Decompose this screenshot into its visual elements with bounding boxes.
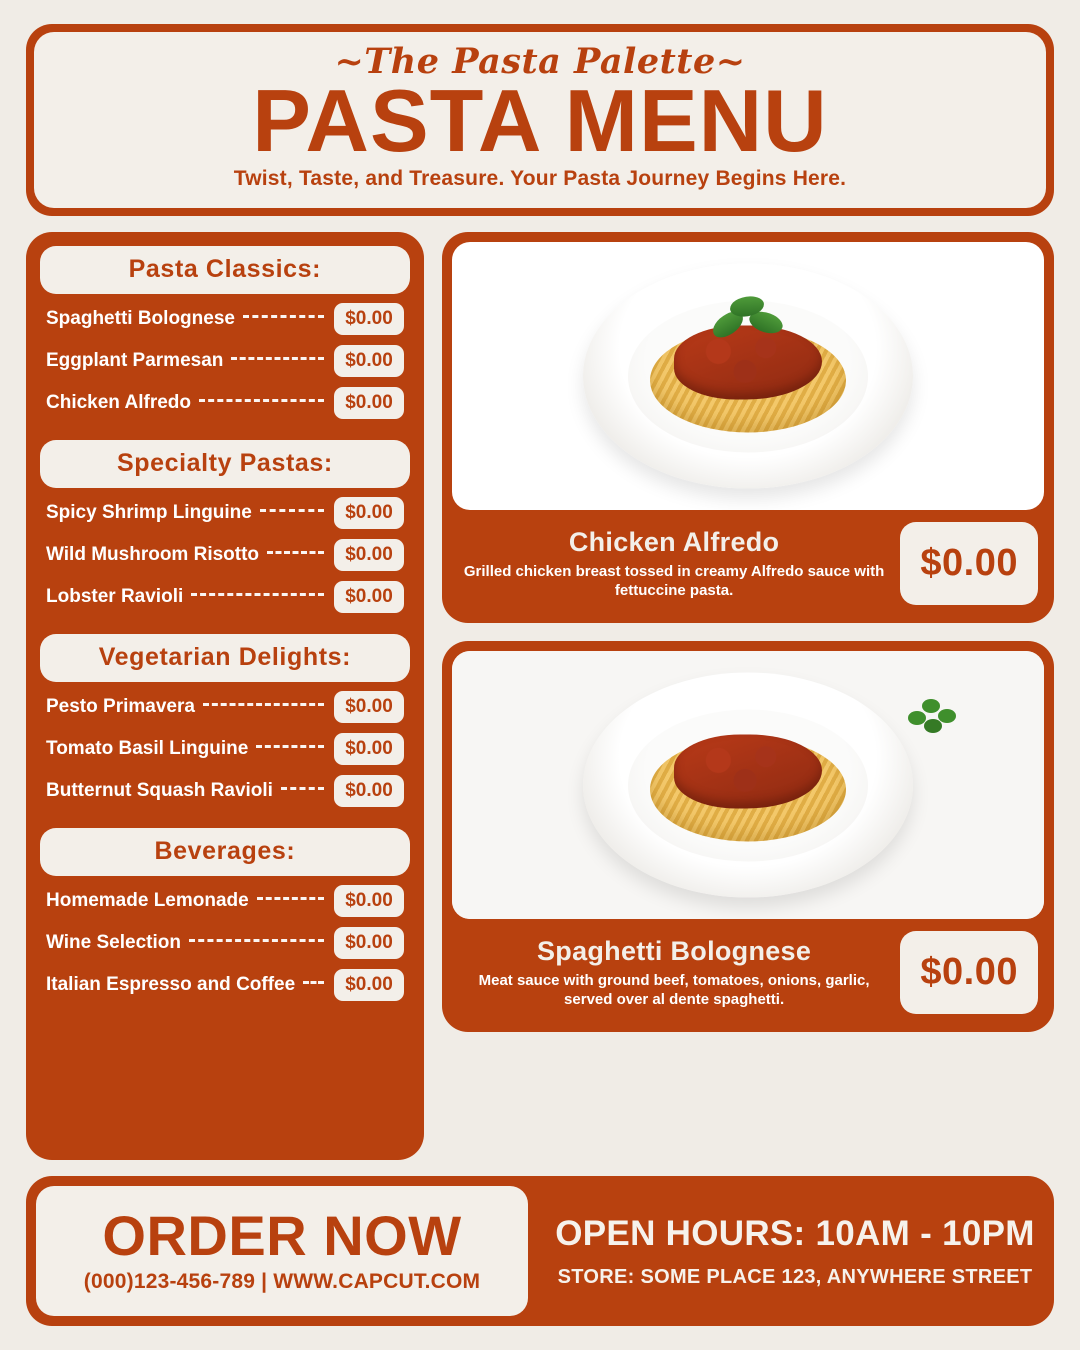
dot-leader: [256, 745, 324, 748]
menu-item[interactable]: [40, 964, 410, 1006]
item-price: $0.00: [334, 539, 404, 571]
dish-description: Meat sauce with ground beef, tomatoes, onions, garlic, served over al dente spaghetti.: [478, 971, 870, 1008]
section-header-pasta-classics: Pasta Classics:: [40, 246, 410, 294]
item-price: $0.00: [334, 387, 404, 419]
dot-leader: [257, 897, 324, 900]
item-price: $0.00: [334, 691, 404, 723]
dot-leader: [189, 939, 324, 942]
item-name: Eggplant Parmesan: [46, 350, 224, 371]
item-name: Lobster Ravioli: [46, 586, 184, 607]
plate-shape: [583, 264, 913, 489]
dot-leader: [191, 593, 324, 596]
section-header-vegetarian-delights: Vegetarian Delights:: [40, 634, 410, 682]
menu-item[interactable]: [40, 340, 410, 382]
section-header-specialty-pastas: Specialty Pastas:: [40, 440, 410, 488]
store-info-block: [542, 1214, 1044, 1289]
menu-item[interactable]: [40, 686, 410, 728]
header-banner: [26, 24, 1054, 216]
dish-title: Spaghetti Bolognese: [536, 935, 812, 966]
dot-leader: [303, 981, 324, 984]
item-name: Spaghetti Bolognese: [46, 308, 235, 329]
dot-leader: [267, 551, 324, 554]
item-name: Butternut Squash Ravioli: [46, 780, 273, 801]
spacer: [40, 424, 410, 440]
brand-script-title: ~The Pasta Palette~: [334, 40, 746, 82]
dish-info: [452, 510, 1044, 613]
menu-item[interactable]: [40, 728, 410, 770]
dot-leader: [281, 787, 324, 790]
item-price: $0.00: [334, 969, 404, 1001]
dot-leader: [199, 399, 324, 402]
content-row: [26, 232, 1054, 1160]
dish-price: $0.00: [900, 931, 1038, 1014]
order-now-label: ORDER NOW: [102, 1204, 462, 1267]
dish-description: Grilled chicken breast tossed in creamy Alfredo sauce with fettuccine pasta.: [463, 562, 885, 599]
menu-item[interactable]: [40, 382, 410, 424]
dish-text: [458, 936, 891, 1010]
menu-item[interactable]: [40, 880, 410, 922]
dot-leader: [203, 703, 324, 706]
spaghetti-bolognese-photo: [452, 651, 1044, 919]
featured-panel: [442, 232, 1054, 1160]
item-name: Italian Espresso and Coffee: [46, 974, 296, 995]
spacer: [40, 812, 410, 828]
item-price: $0.00: [334, 303, 404, 335]
item-price: $0.00: [334, 581, 404, 613]
section-header-beverages: Beverages:: [40, 828, 410, 876]
item-price: $0.00: [334, 775, 404, 807]
contact-info[interactable]: (000)123-456-789 | WWW.CAPCUT.COM: [83, 1270, 481, 1293]
header-inner: [34, 32, 1046, 208]
menu-item[interactable]: [40, 576, 410, 618]
page-title: PASTA MENU: [252, 70, 828, 170]
chicken-alfredo-photo: [452, 242, 1044, 510]
item-name: Chicken Alfredo: [46, 392, 191, 413]
dot-leader: [231, 357, 324, 360]
item-price: $0.00: [334, 497, 404, 529]
featured-dish-card[interactable]: [442, 232, 1054, 623]
item-name: Spicy Shrimp Linguine: [46, 502, 252, 523]
menu-item[interactable]: [40, 770, 410, 812]
footer-banner: [26, 1176, 1054, 1326]
spacer: [40, 618, 410, 634]
item-price: $0.00: [334, 885, 404, 917]
item-name: Wild Mushroom Risotto: [46, 544, 260, 565]
menu-item[interactable]: [40, 534, 410, 576]
featured-dish-card[interactable]: [442, 641, 1054, 1032]
open-hours: OPEN HOURS: 10AM - 10PM: [555, 1213, 1035, 1253]
item-name: Tomato Basil Linguine: [46, 738, 249, 759]
menu-item[interactable]: [40, 492, 410, 534]
parsley-garnish-icon: [908, 699, 966, 739]
tagline: Twist, Taste, and Treasure. Your Pasta Journey Begins Here.: [233, 167, 847, 191]
item-name: Pesto Primavera: [46, 696, 195, 717]
dish-text: [458, 527, 891, 601]
menu-item[interactable]: [40, 298, 410, 340]
dish-info: [452, 919, 1044, 1022]
store-address: STORE: SOME PLACE 123, ANYWHERE STREET: [557, 1265, 1033, 1288]
item-price: $0.00: [334, 927, 404, 959]
order-now-block[interactable]: [36, 1186, 528, 1316]
dot-leader: [260, 509, 324, 512]
dish-title: Chicken Alfredo: [568, 526, 780, 557]
basil-garnish-icon: [709, 296, 787, 348]
menu-list-panel: [26, 232, 424, 1160]
item-price: $0.00: [334, 733, 404, 765]
item-name: Wine Selection: [46, 932, 181, 953]
item-name: Homemade Lemonade: [46, 890, 249, 911]
dot-leader: [243, 315, 324, 318]
menu-item[interactable]: [40, 922, 410, 964]
dish-price: $0.00: [900, 522, 1038, 605]
plate-shape: [583, 673, 913, 898]
item-price: $0.00: [334, 345, 404, 377]
